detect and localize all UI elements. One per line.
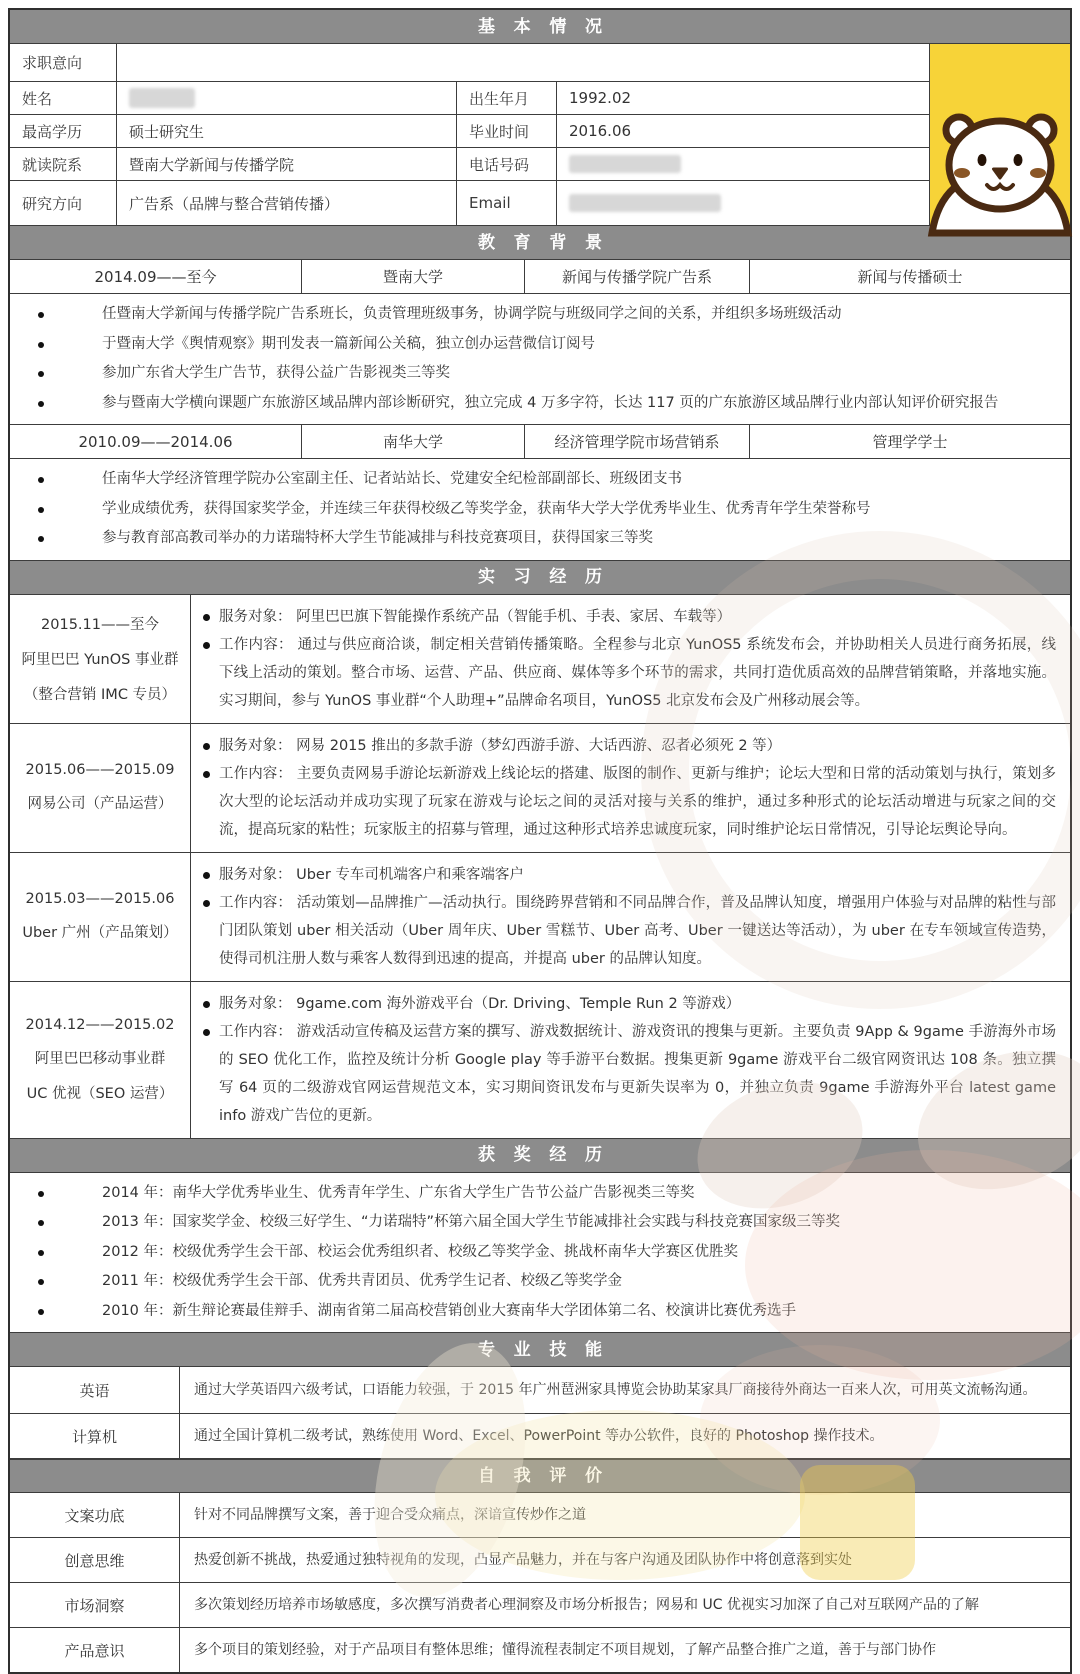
section-title: 专业技能 (477, 1339, 621, 1360)
intern-period: 2015.11——至今 (41, 617, 159, 633)
redacted-phone (569, 155, 681, 173)
row-job-intent (10, 44, 929, 82)
row-degree-grad (10, 115, 929, 148)
bullet-icon (38, 1220, 44, 1226)
edu-period: 2010.09——2014.06 (10, 425, 302, 458)
section-header-self-evaluation (10, 1459, 1070, 1493)
bullet-item: 任南华大学经济管理学院办公室副主任、记者站站长、党建安全纪检部副部长、班级团支书 (10, 465, 1060, 495)
section-header-basic (10, 10, 1070, 44)
bullet-icon (203, 771, 210, 778)
job-intent-label: 求职意向 (10, 44, 117, 81)
section-title: 教育背景 (477, 232, 621, 253)
bullet-icon (203, 872, 210, 879)
phone-value (557, 148, 929, 180)
section-header-internship (10, 561, 1070, 595)
photo-placeholder (929, 44, 1070, 225)
self-eval-row (10, 1583, 1070, 1628)
skill-label: 计算机 (10, 1414, 180, 1458)
intern-org: 网易公司（产品运营） (27, 796, 173, 812)
bullet-item: 参与暨南大学横向课题广东旅游区域品牌内部诊断研究，独立完成 4 万多字符，长达 117 页的广东旅游区域品牌行业内部认知评价研究报告 (10, 389, 1060, 419)
bullet-icon (38, 401, 44, 407)
intern-work: 工作内容： 主要负责网易手游论坛新游戏上线论坛的搭建、版图的制作、更新与维护；论坛大型和日常的活动策划与执行，策划多次大型的论坛活动并成功实现了玩家在游戏与论坛之间的灵活对接与关系的维护，通过多种形式的论坛活动增进与玩家之间的交流，提高玩家的粘性；玩家版主的招募与管理，通过这种形式培养忠诚度玩家，同时维护论坛日常情况，引导论坛舆论导向。 (203, 760, 1056, 844)
internship-entry (10, 595, 1070, 724)
bullet-icon (203, 1029, 210, 1036)
row-dept-phone (10, 148, 929, 181)
bullet-icon (203, 1001, 210, 1008)
education-bullet-list (10, 294, 1070, 425)
bullet-item: 任暨南大学新闻与传播学院广告系班长，负责管理班级事务，协调学院与班级同学之间的关系，并组织多场班级活动 (10, 300, 1060, 330)
bullet-icon (38, 1279, 44, 1285)
self-eval-label: 创意思维 (10, 1538, 180, 1582)
intern-period: 2014.12——2015.02 (25, 1016, 175, 1033)
intern-service: 服务对象： 9game.com 海外游戏平台（Dr. Driving、Temple Run 2 等游戏） (203, 990, 1056, 1018)
intern-service: 服务对象： 网易 2015 推出的多款手游（梦幻西游手游、大话西游、忍者必须死 2 等） (203, 732, 1056, 760)
intern-work: 工作内容： 游戏活动宣传稿及运营方案的撰写、游戏数据统计、游戏资讯的搜集与更新。主要负责 9App & 9game 手游海外市场的 SEO 优化工作，监控及统计分析 Google play 等手游平台数据。搜集更新 9game 游戏平台二级官网资讯达 108 条。独立撰写 64 页的二级游戏官网运营规范文本，实习期间资讯发布与更新失误率为 0，并独立负责 9game 手游海外平台 latest game info 游戏广告位的更新。 (203, 1018, 1056, 1130)
section-title: 自我评价 (477, 1466, 621, 1486)
self-eval-row (10, 1628, 1070, 1672)
self-eval-text: 多次策划经历培养市场敏感度，多次撰写消费者心理洞察及市场分析报告；网易和 UC 优视实习加深了自己对互联网产品的了解 (194, 1597, 979, 1613)
dept-label: 就读院系 (10, 148, 117, 180)
edu-degree: 管理学学士 (872, 433, 948, 451)
section-header-education (10, 226, 1070, 260)
self-eval-row (10, 1538, 1070, 1583)
skill-row (10, 1414, 1070, 1459)
self-eval-text: 多个项目的策划经验，对于产品项目有整体思维；懂得流程表制定不项目规划，了解产品整合推广之道，善于与部门协作 (194, 1642, 936, 1658)
bullet-icon (38, 1250, 44, 1256)
email-label: Email (457, 181, 557, 225)
intern-role: （整合营销 IMC 专员） (23, 687, 177, 703)
edu-department: 经济管理学院市场营销系 (525, 425, 750, 458)
email-value (557, 181, 929, 225)
research-label: 研究方向 (10, 181, 117, 225)
name-label: 姓名 (10, 82, 117, 114)
self-eval-text: 针对不同品牌撰写文案，善于迎合受众痛点，深谙宣传炒作之道 (194, 1507, 586, 1523)
phone-label: 电话号码 (457, 148, 557, 180)
redacted-name (129, 88, 195, 108)
edu-school: 南华大学 (302, 425, 525, 458)
bear-mascot-illustration (930, 41, 1071, 227)
section-title: 基本情况 (477, 16, 621, 37)
dept-value: 暨南大学新闻与传播学院 (117, 148, 457, 180)
bullet-icon (38, 1309, 44, 1315)
self-eval-label: 市场洞察 (10, 1583, 180, 1627)
bullet-item: 2010 年：新生辩论赛最佳辩手、湖南省第二届高校营销创业大赛南华大学团体第二名、校演讲比赛优秀选手 (10, 1297, 1060, 1327)
skill-row (10, 1367, 1070, 1414)
research-value: 广告系（品牌与整合营销传播） (117, 181, 457, 225)
bullet-icon (203, 743, 210, 750)
bullet-icon (38, 507, 44, 513)
skill-text: 通过全国计算机二级考试，熟练使用 Word、Excel、PowerPoint 等办公软件，良好的 Photoshop 操作技术。 (194, 1428, 884, 1444)
intern-org: 阿里巴巴 YunOS 事业群 (21, 652, 179, 668)
bullet-icon (38, 477, 44, 483)
bullet-icon (38, 342, 44, 348)
bullet-icon (203, 614, 210, 621)
grad-value: 2016.06 (569, 122, 632, 140)
bullet-icon (38, 536, 44, 542)
bullet-icon (38, 371, 44, 377)
bullet-item: 参加广东省大学生广告节，获得公益广告影视类三等奖 (10, 359, 1060, 389)
intern-org: 阿里巴巴移动事业群 (34, 1050, 166, 1067)
self-eval-row (10, 1493, 1070, 1538)
internship-entry (10, 982, 1070, 1139)
bullet-icon (38, 312, 44, 318)
edu-department: 新闻与传播学院广告系 (525, 260, 750, 293)
awards-bullet-list (10, 1173, 1070, 1334)
name-value (117, 82, 457, 114)
birth-value: 1992.02 (569, 89, 632, 107)
internship-entry (10, 853, 1070, 982)
intern-period: 2015.06——2015.09 (25, 762, 175, 778)
skill-text: 通过大学英语四六级考试，口语能力较强，于 2015 年广州琶洲家具博览会协助某家具厂商接待外商达一百来人次，可用英文流畅沟通。 (194, 1382, 1037, 1398)
intern-role: UC 优视（SEO 运营） (26, 1085, 174, 1102)
bullet-item: 2014 年：南华大学优秀毕业生、优秀青年学生、广东省大学生广告节公益广告影视类三等奖 (10, 1179, 1060, 1209)
edu-degree: 新闻与传播硕士 (857, 268, 963, 286)
intern-service: 服务对象： Uber 专车司机端客户和乘客端客户 (203, 861, 1056, 889)
bullet-item: 于暨南大学《舆情观察》期刊发表一篇新闻公关稿，独立创办运营微信订阅号 (10, 330, 1060, 360)
bullet-icon (203, 900, 210, 907)
self-eval-label: 文案功底 (10, 1493, 180, 1537)
birth-label: 出生年月 (457, 82, 557, 114)
intern-org: Uber 广州（产品策划） (22, 925, 178, 941)
self-eval-text: 热爱创新不挑战，热爱通过独特视角的发现，凸显产品魅力，并在与客户沟通及团队协作中将创意落到实处 (194, 1552, 852, 1568)
bullet-item: 2013 年：国家奖学金、校级三好学生、“力诺瑞特”杯第六届全国大学生节能减排社会实践与科技竞赛国家级三等奖 (10, 1208, 1060, 1238)
section-header-skills (10, 1333, 1070, 1367)
row-research-email (10, 181, 929, 225)
redacted-email (569, 194, 721, 212)
intern-work: 工作内容： 活动策划—品牌推广—活动执行。围绕跨界营销和不同品牌合作，普及品牌认知度，增强用户体验与对品牌的粘性与部门团队策划 uber 相关活动（Uber 周年庆、Uber 雪糕节、Uber 高考、Uber 一键送达等活动），为 uber 在专车领域宣传造势，使得司机注册人数与乘客人数得到迅速的提高，并提高 uber 的品牌认知度。 (203, 889, 1056, 973)
degree-label: 最高学历 (10, 115, 117, 147)
bullet-item: 学业成绩优秀，获得国家奖学金，并连续三年获得校级乙等奖学金，获南华大学大学优秀毕业生、优秀青年学生荣誉称号 (10, 495, 1060, 525)
skill-label: 英语 (10, 1367, 180, 1413)
edu-period: 2014.09——至今 (10, 260, 302, 293)
edu-school: 暨南大学 (302, 260, 525, 293)
bullet-icon (38, 1191, 44, 1197)
grad-label: 毕业时间 (457, 115, 557, 147)
internship-entry (10, 724, 1070, 853)
basic-info-block (10, 44, 1070, 226)
section-title: 获奖经历 (477, 1145, 621, 1165)
row-name-birth (10, 82, 929, 115)
intern-service: 服务对象： 阿里巴巴旗下智能操作系统产品（智能手机、手表、家居、车载等） (203, 603, 1056, 631)
resume-table (8, 8, 1072, 1674)
education-entry-row (10, 425, 1070, 459)
degree-value: 硕士研究生 (117, 115, 457, 147)
intern-period: 2015.03——2015.06 (25, 891, 175, 907)
bullet-item: 2012 年：校级优秀学生会干部、校运会优秀组织者、校级乙等奖学金、挑战杯南华大学赛区优胜奖 (10, 1238, 1060, 1268)
bullet-icon (203, 642, 210, 649)
education-entry-row (10, 260, 1070, 294)
intern-work: 工作内容： 通过与供应商洽谈，制定相关营销传播策略。全程参与北京 YunOS5 系统发布会，并协助相关人员进行商务拓展，线下线上活动的策划。整合市场、运营、产品、供应商、媒体等多个环节的需求，共同打造优质高效的品牌营销策略，并落地实施。实习期间，参与 YunOS 事业群“个人助理+”品牌命名项目，YunOS5 北京发布会及广州移动展会等。 (203, 631, 1056, 715)
education-bullet-list (10, 459, 1070, 561)
bullet-item: 参与教育部高教司举办的力诺瑞特杯大学生节能减排与科技竞赛项目，获得国家三等奖 (10, 524, 1060, 554)
self-eval-label: 产品意识 (10, 1628, 180, 1672)
section-header-awards (10, 1139, 1070, 1173)
job-intent-value (117, 44, 929, 81)
bullet-item: 2011 年：校级优秀学生会干部、优秀共青团员、优秀学生记者、校级乙等奖学金 (10, 1267, 1060, 1297)
section-title: 实习经历 (477, 567, 621, 587)
